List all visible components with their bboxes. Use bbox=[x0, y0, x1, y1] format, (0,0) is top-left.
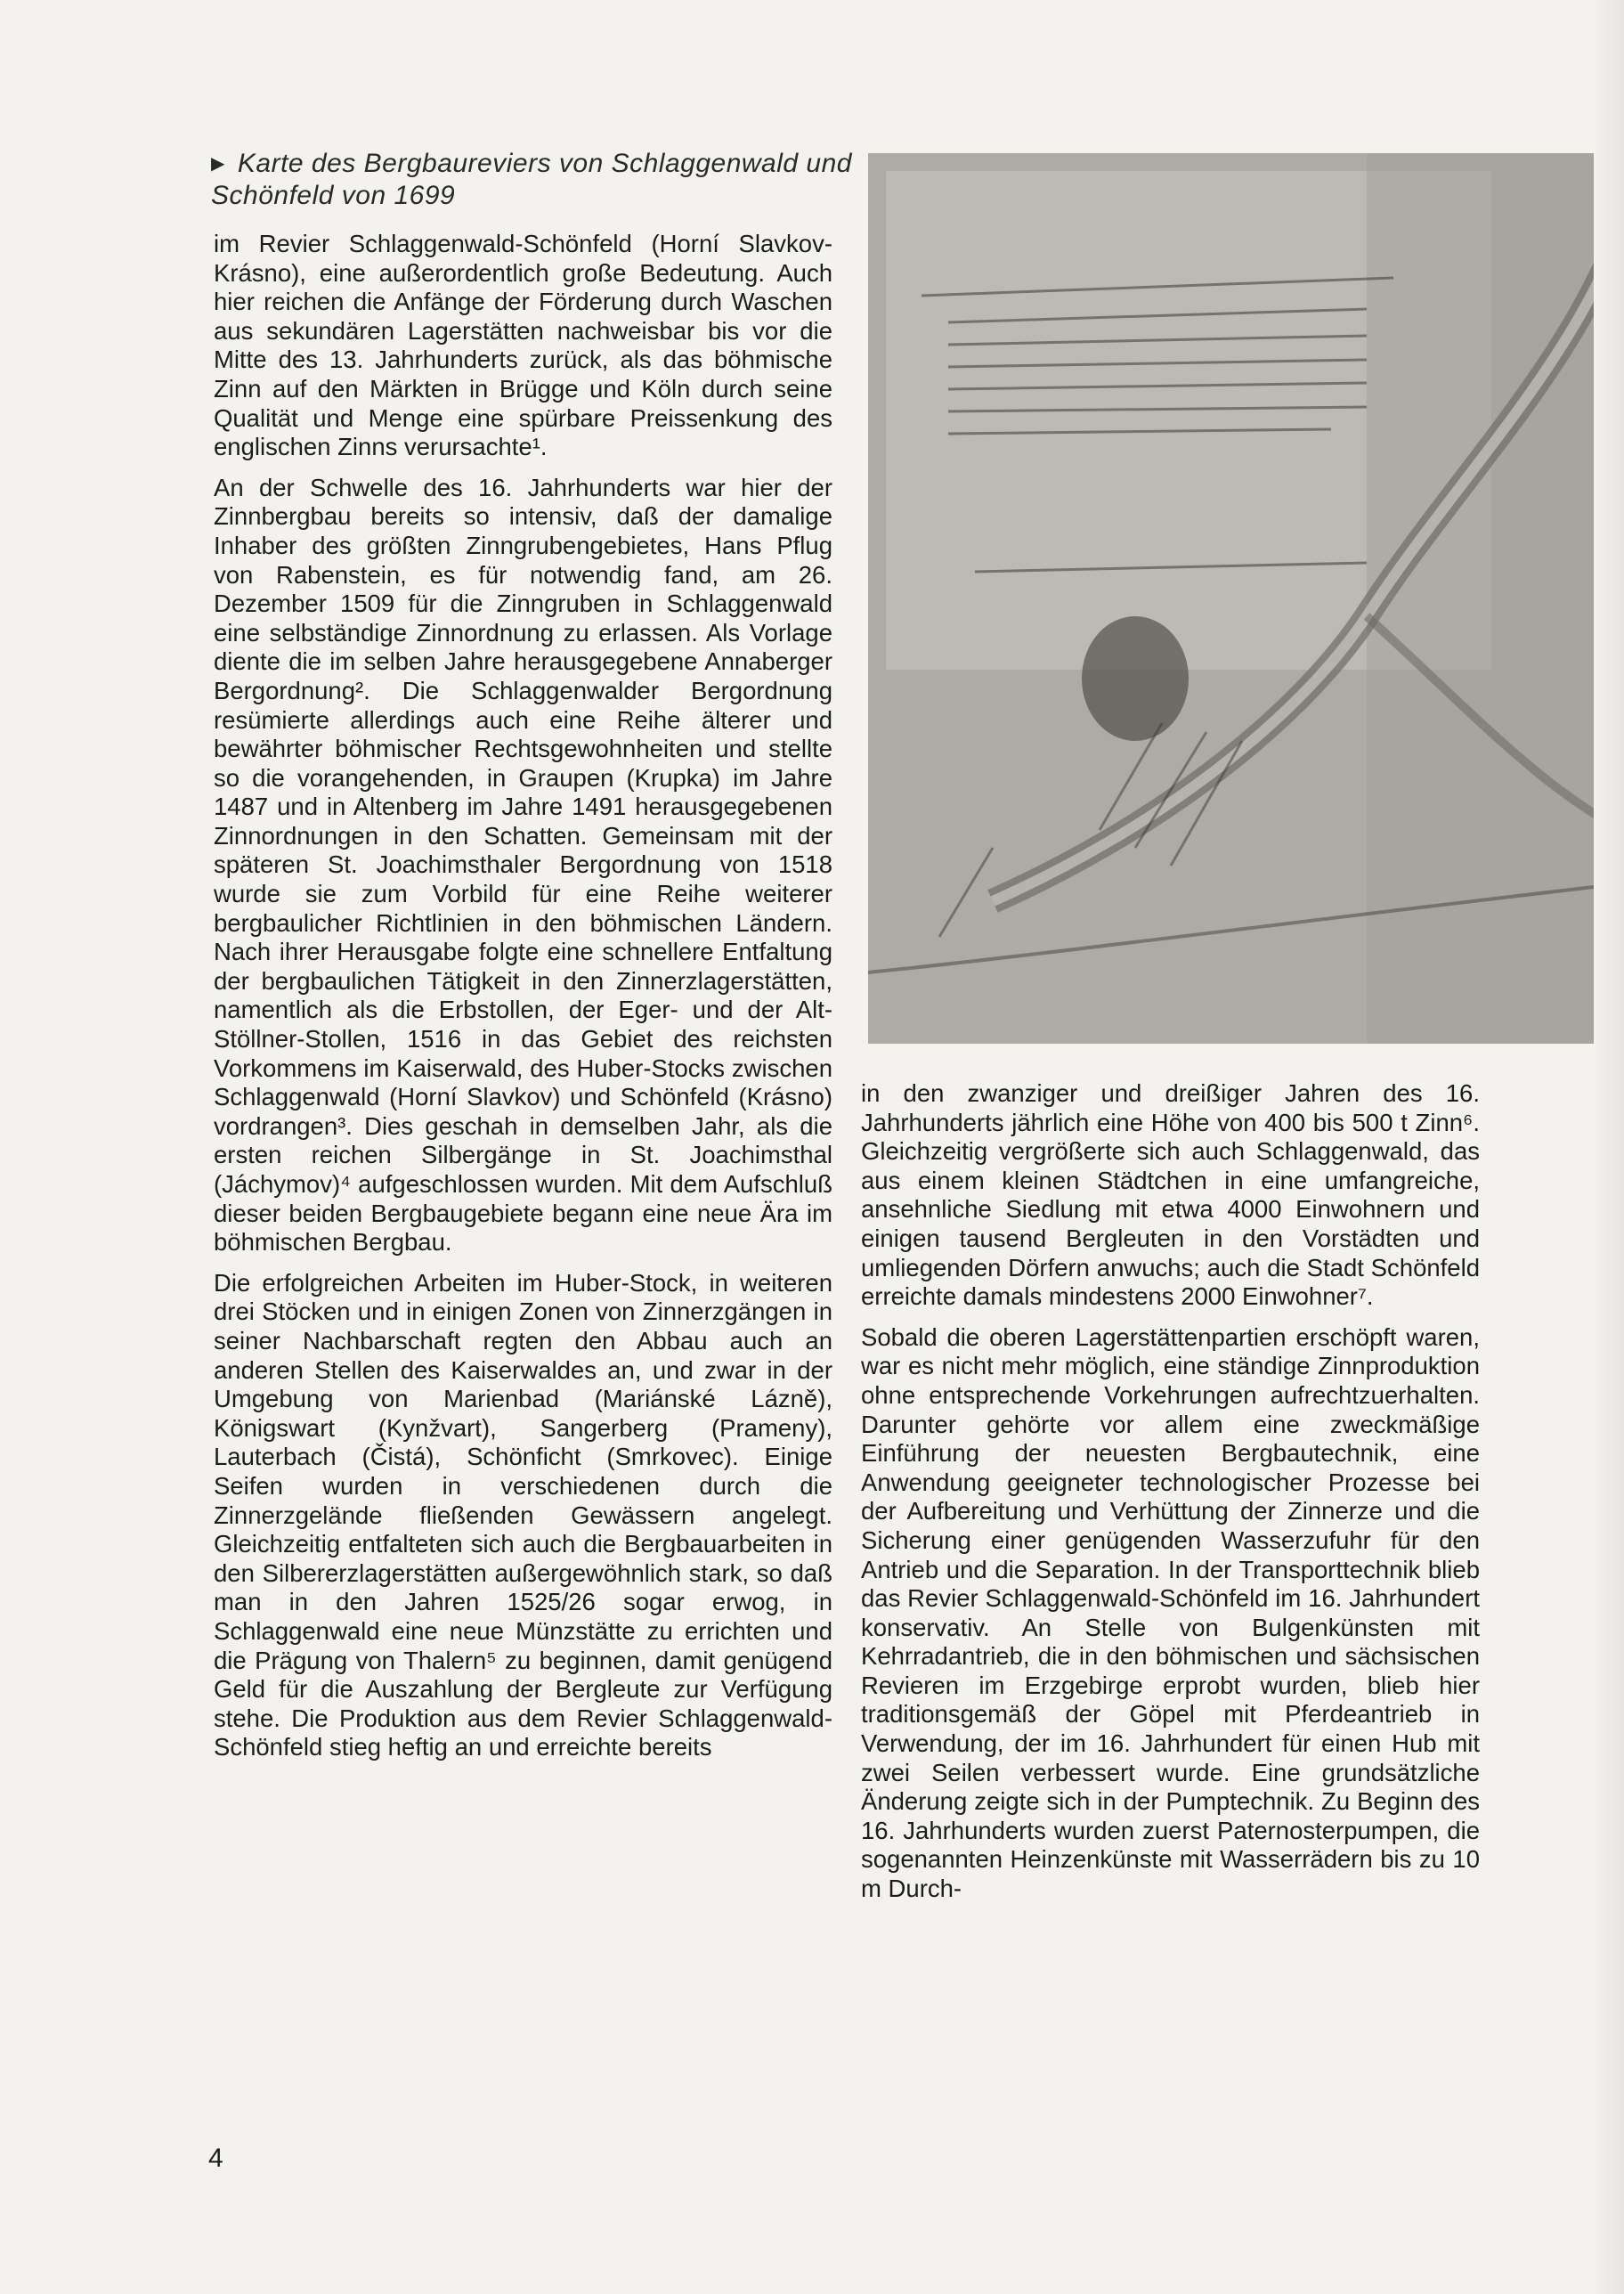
paragraph: An der Schwelle des 16. Jahrhunderts war hier der Zinnbergbau bereits so intensiv, daß der damalige Inhaber des größten Zinngrubengebietes, Hans Pflug von Rabenstein, es für notwendig fand, am 26. Dezember 1509 für die Zinngruben in Schlaggenwald eine selbständige Zinnordnung zu erlassen. Als Vorlage diente die im selben Jahre herausgegebene Annaberger Bergordnung². Die Schlaggenwalder Bergordnung resümierte allerdings auch eine Reihe älterer und bewährter böhmischer Rechtsgewohnheiten und stellte so die vorangehenden, in Graupen (Krupka) im Jahre 1487 und in Altenberg im Jahre 1491 herausgegebenen Zinnordnungen in den Schatten. Gemeinsam mit der späteren St. Joachimsthaler Bergordnung von 1518 wurde sie zum Vorbild für eine Reihe weiterer bergbaulicher Richtlinien in den böhmischen Ländern. Nach ihrer Herausgabe folgte eine schnellere Entfaltung der bergbaulichen Tätigkeit in den Zinnerzlagerstätten, namentlich als die Erbstollen, der Eger- und der Alt-Stöllner-Stollen, 1516 in das Gebiet des reichsten Vorkommens im Kaiserwald, des Huber-Stocks zwischen Schlaggenwald (Horní Slavkov) und Schönfeld (Krásno) vordrangen³. Dies geschah in demselben Jahr, als die ersten reichen Silbergänge in St. Joachimsthal (Jáchymov)⁴ aufgeschlossen wurden. Mit dem Aufschluß dieser beiden Bergbaugebiete begann eine neue Ära im böhmischen Bergbau. bbox=[214, 473, 832, 1257]
map-drawing bbox=[868, 153, 1624, 1044]
paragraph: im Revier Schlaggenwald-Schönfeld (Horní Slavkov-Krásno), eine außerordentlich große Bedeutung. Auch hier reichen die Anfänge der Förderung durch Waschen aus sekundären Lagerstätten nachweisbar bis vor die Mitte des 13. Jahrhunderts zurück, als das böhmische Zinn auf den Märkten in Brügge und Köln durch seine Qualität und Menge eine spürbare Preissenkung des englischen Zinns verursachte¹. bbox=[214, 230, 832, 461]
page-edge bbox=[1594, 0, 1624, 2294]
paragraph: Die erfolgreichen Arbeiten im Huber-Stock, in weiteren drei Stöcken und in einigen Zonen von Zinnerzgängen in seiner Nachbarschaft regten den Abbau auch an anderen Stellen des Kaiserwaldes an, und zwar in der Umgebung von Marienbad (Mariánské Lázně), Königswart (Kynžvart), Sangerberg (Prameny), Lauterbach (Čistá), Schönficht (Smrkovec). Einige Seifen wurden in verschiedenen durch die Zinnerzgelände fließenden Gewässern angelegt. Gleichzeitig entfalteten sich auch die Bergbauarbeiten in den Silbererzlagerstätten außergewöhnlich stark, so daß man in den Jahren 1525/26 sogar erwog, in Schlaggenwald eine neue Münzstätte zu errichten und die Prägung von Thalern⁵ zu beginnen, damit genügend Geld für die Auszahlung der Bergleute zur Verfügung stehe. Die Produktion aus dem Revier Schlaggenwald-Schönfeld stieg heftig an und erreichte bereits bbox=[214, 1268, 832, 1761]
caption-text: Karte des Bergbaureviers von Schlaggenwald und Schönfeld von 1699 bbox=[211, 149, 852, 210]
right-column bbox=[861, 1079, 1480, 1916]
figure-caption bbox=[211, 148, 852, 212]
paragraph: in den zwanziger und dreißiger Jahren des 16. Jahrhunderts jährlich eine Höhe von 400 bis 500 t Zinn⁶. Gleichzeitig vergrößerte sich auch Schlaggenwald, das aus einem kleinen Städtchen in eine umfangreiche, ansehnliche Siedlung mit etwa 4000 Einwohnern und einigen tausend Bergleuten in den Vorstädten und umliegenden Dörfern anwuchs; auch die Stadt Schönfeld erreichte damals mindestens 2000 Einwohner⁷. bbox=[861, 1079, 1480, 1311]
historic-map-image bbox=[868, 153, 1624, 1044]
caption-arrow-icon: ▶ bbox=[211, 154, 225, 174]
left-column bbox=[214, 230, 832, 1774]
page-number: 4 bbox=[208, 2144, 223, 2173]
paragraph: Sobald die oberen Lagerstättenpartien erschöpft waren, war es nicht mehr möglich, eine ständige Zinnproduktion ohne entsprechende Vorkehrungen aufrechtzuerhalten. Darunter gehörte vor allem eine zweckmäßige Einführung der neuesten Bergbautechnik, eine Anwendung geeigneter technologischer Prozesse bei der Aufbereitung und Verhüttung der Zinnerze und die Sicherung einer genügenden Wasserzufuhr für den Antrieb und die Separation. In der Transporttechnik blieb das Revier Schlaggenwald-Schönfeld im 16. Jahrhundert konservativ. An Stelle von Bulgenkünsten mit Kehrradantrieb, die in den böhmischen und sächsischen Revieren im Erzgebirge erprobt wurden, blieb hier traditionsgemäß der Göpel mit Pferdeantrieb in Verwendung, der im 16. Jahrhundert für einen Hub mit zwei Seilen verbessert wurde. Eine grundsätzliche Änderung zeigte sich in der Pumptechnik. Zu Beginn des 16. Jahrhunderts wurden zuerst Paternosterpumpen, die sogenannten Heinzenkünste mit Wasserrädern bis zu 10 m Durch- bbox=[861, 1322, 1480, 1903]
